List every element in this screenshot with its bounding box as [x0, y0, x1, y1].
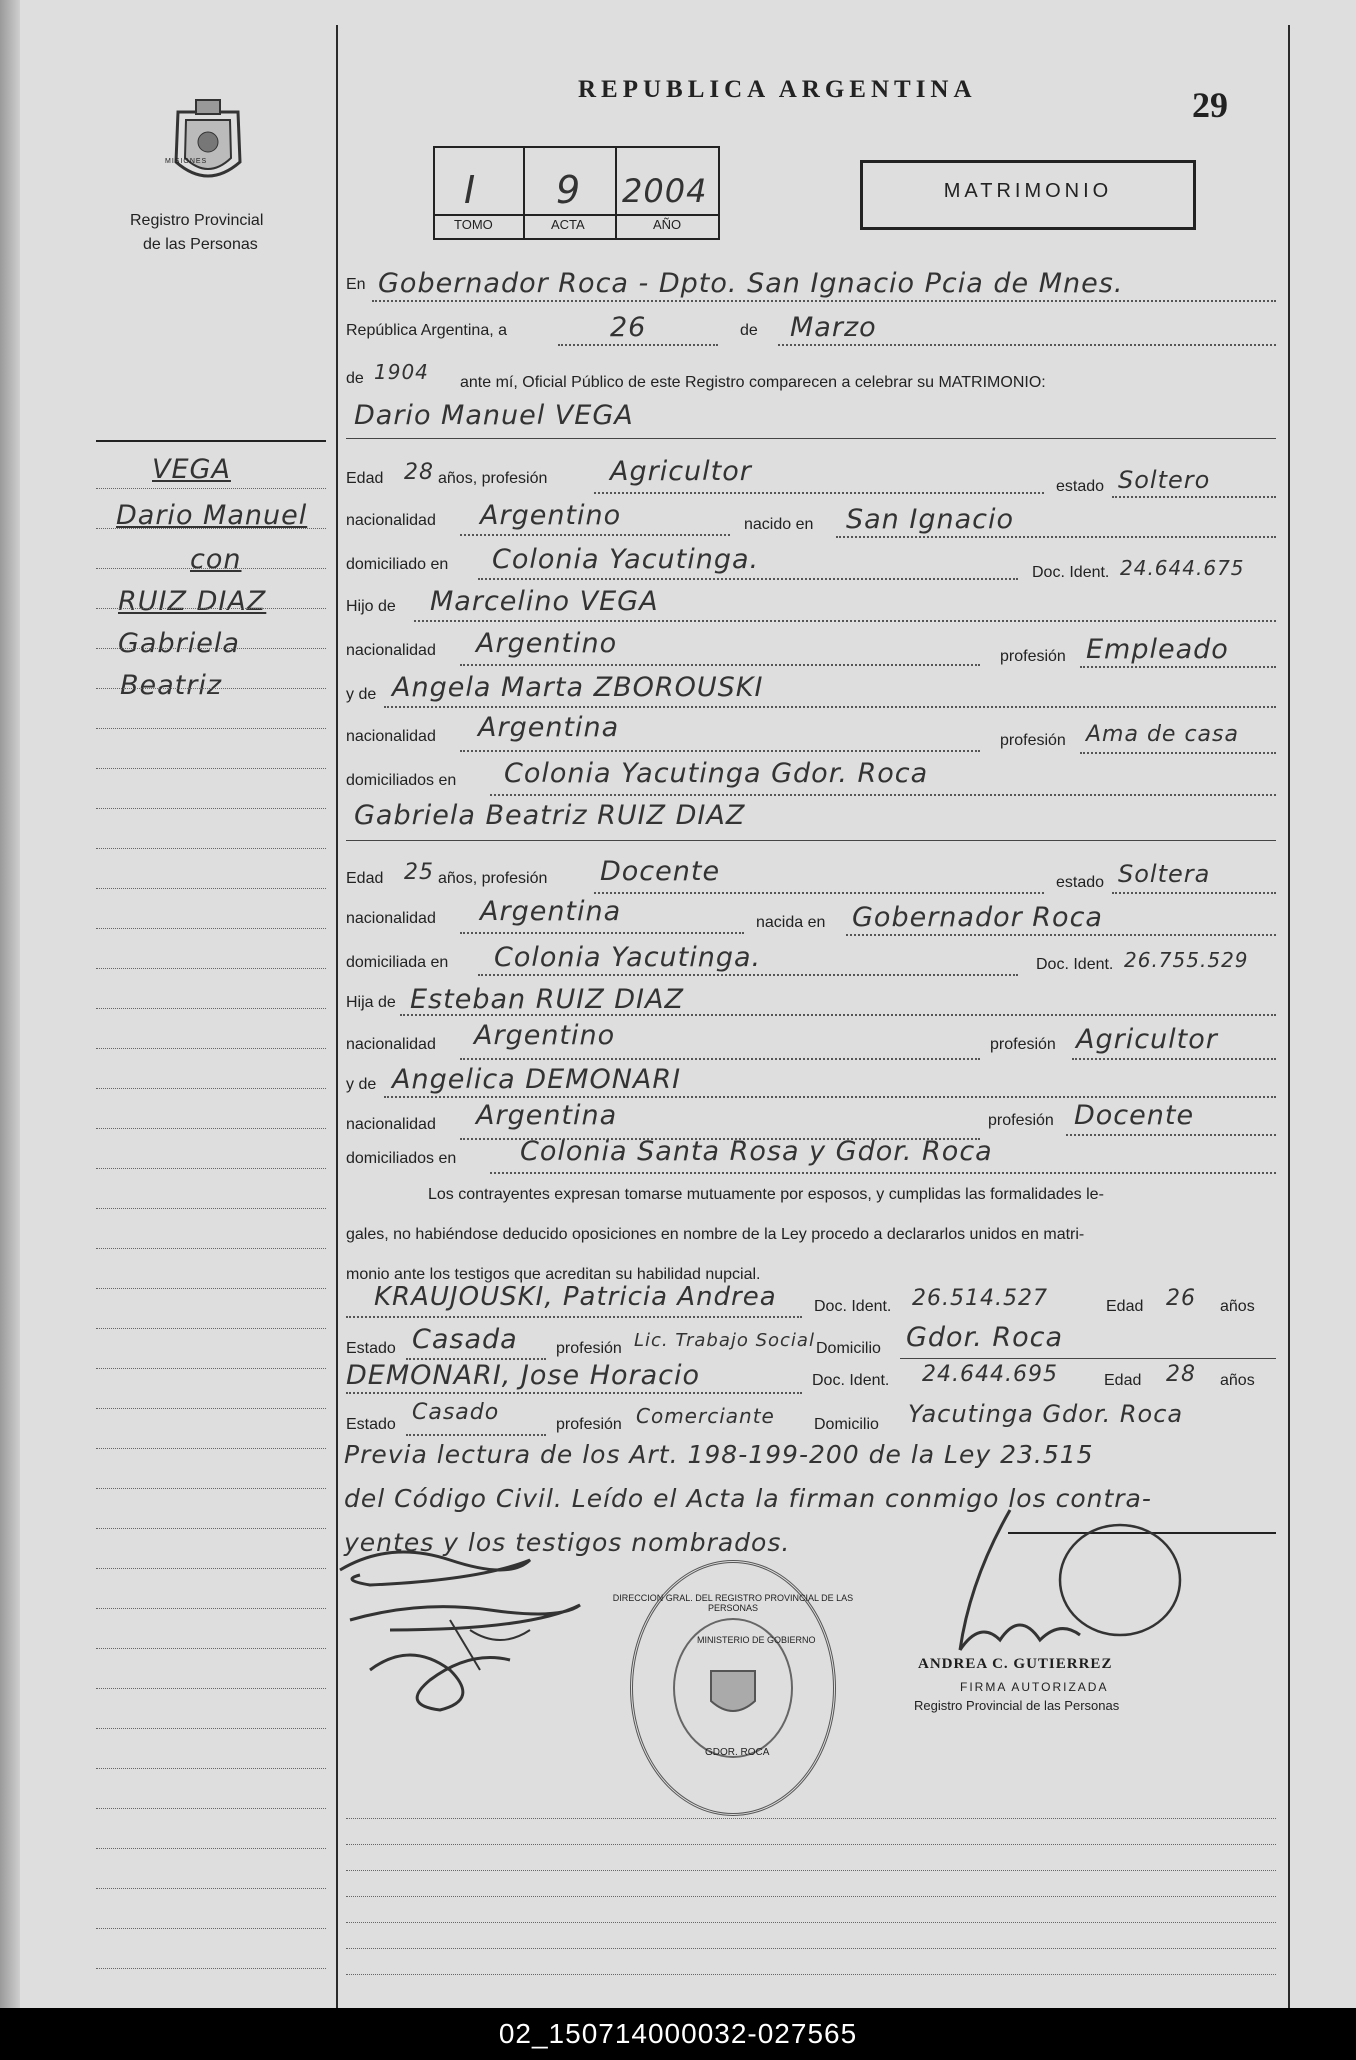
- margin-ruled-line: [96, 1528, 326, 1529]
- margin-ruled-line: [96, 1088, 326, 1089]
- declaration-line2: gales, no habiéndose deducido oposiciones en nombre de la Ley procedo a declararlos unidos en matri-: [346, 1226, 1085, 1243]
- margin-ruled-line: [96, 888, 326, 889]
- margin-ruled-line: [96, 1248, 326, 1249]
- page-number: 29: [1192, 85, 1228, 125]
- groom-father-profession: Empleado: [1086, 634, 1229, 665]
- label: Edad: [346, 870, 384, 887]
- groom-mother-profession: Ama de casa: [1086, 722, 1239, 747]
- groom-father-nationality: Argentino: [476, 628, 618, 659]
- body-ruled-line: [346, 1948, 1276, 1949]
- margin-ruled-line: [96, 1448, 326, 1449]
- body-ruled-line: [346, 1922, 1276, 1923]
- witness1-address: Gdor. Roca: [906, 1322, 1064, 1353]
- margin-ruled-line: [96, 1288, 326, 1289]
- dotted-line: [478, 974, 1018, 976]
- margin-ruled-line: [96, 1368, 326, 1369]
- acta-value: 9: [556, 168, 582, 212]
- margin-ruled-line: [96, 568, 326, 569]
- witness1-profession: Lic. Trabajo Social: [634, 1330, 815, 1351]
- logo-text: MISIONES: [165, 158, 208, 165]
- dotted-line: [1112, 892, 1276, 894]
- label: Edad: [346, 470, 384, 487]
- label: años, profesión: [438, 470, 548, 487]
- margin-ruled-line: [96, 928, 326, 929]
- label: años: [1220, 1372, 1255, 1389]
- intro-text: ante mí, Oficial Público de este Registro comparecen a celebrar su MATRIMONIO:: [460, 374, 1046, 391]
- dotted-line: [1072, 1058, 1276, 1060]
- margin-ruled-line: [96, 688, 326, 689]
- closing-line3: yentes y los testigos nombrados.: [344, 1528, 791, 1557]
- label: Doc. Ident.: [1036, 956, 1114, 973]
- ano-label: AÑO: [653, 217, 682, 232]
- margin-connector: con: [190, 544, 242, 575]
- bride-name: Gabriela Beatriz RUIZ DIAZ: [354, 800, 746, 831]
- bride-name-line: [346, 840, 1276, 841]
- tomo-label: TOMO: [454, 217, 493, 232]
- label: nacionalidad: [346, 910, 436, 927]
- month: Marzo: [790, 312, 877, 343]
- label: nacionalidad: [346, 1116, 436, 1133]
- label: domiciliados en: [346, 772, 457, 789]
- dotted-line: [384, 1096, 1276, 1098]
- label: Hijo de: [346, 598, 396, 615]
- margin-ruled-line: [96, 1648, 326, 1649]
- seal-inner-text: MINISTERIO DE GOBIERNO: [697, 1635, 816, 1645]
- margin-ruled-line: [96, 1168, 326, 1169]
- margin-ruled-line: [96, 1928, 326, 1929]
- label: Edad: [1104, 1372, 1142, 1389]
- witness2-profession: Comerciante: [636, 1404, 775, 1428]
- label: Estado: [346, 1416, 396, 1433]
- record-box-divider: [523, 148, 525, 238]
- dotted-line: [1066, 1134, 1276, 1136]
- witness1-age: 26: [1166, 1286, 1196, 1311]
- bride-status: Soltera: [1118, 860, 1211, 888]
- margin-bride-name1: Gabriela: [118, 628, 240, 659]
- dotted-line: [594, 892, 1044, 894]
- label: estado: [1056, 478, 1105, 495]
- dotted-line: [346, 1392, 802, 1394]
- day: 26: [610, 312, 647, 343]
- year-prefix-label: de: [346, 370, 364, 387]
- margin-ruled-line: [96, 1208, 326, 1209]
- margin-ruled-line: [96, 1968, 326, 1969]
- bride-mother-profession: Docente: [1074, 1100, 1195, 1131]
- en-label: En: [346, 276, 366, 293]
- groom-age: 28: [404, 460, 434, 485]
- dotted-line: [406, 1434, 546, 1436]
- de-label: de: [740, 322, 758, 339]
- dotted-line: [1112, 496, 1276, 498]
- label: domiciliado en: [346, 556, 449, 573]
- margin-ruled-line: [96, 1768, 326, 1769]
- dotted-line: [460, 1058, 980, 1060]
- label: Domicilio: [816, 1340, 881, 1357]
- closing-line1: Previa lectura de los Art. 198-199-200 de la Ley 23.515: [344, 1440, 1094, 1469]
- groom-birthplace: San Ignacio: [846, 504, 1015, 535]
- declaration-line1: Los contrayentes expresan tomarse mutuamente por esposos, y cumplidas las formalidades le-: [428, 1186, 1104, 1203]
- margin-ruled-line: [96, 768, 326, 769]
- year: 1904: [374, 360, 429, 384]
- groom-address: Colonia Yacutinga.: [492, 544, 760, 575]
- closing-line2: del Código Civil. Leído el Acta la firman conmigo los contra-: [344, 1484, 1152, 1513]
- margin-ruled-line: [96, 1488, 326, 1489]
- margin-ruled-line: [96, 1688, 326, 1689]
- margin-ruled-line: [96, 1608, 326, 1609]
- label: Estado: [346, 1340, 396, 1357]
- margin-ruled-line: [96, 968, 326, 969]
- dotted-line: [460, 534, 730, 536]
- body-ruled-line: [346, 1870, 1276, 1871]
- record-box-divider: [433, 214, 718, 216]
- scan-id-footer: 02_150714000032-027565: [0, 2008, 1356, 2060]
- label: nacido en: [744, 516, 814, 533]
- dotted-line: [846, 934, 1276, 936]
- bride-birthplace: Gobernador Roca: [852, 902, 1103, 933]
- margin-ruled-line: [96, 488, 326, 489]
- bride-mother: Angelica DEMONARI: [392, 1064, 682, 1095]
- bride-nationality: Argentina: [480, 896, 622, 927]
- label: nacionalidad: [346, 512, 436, 529]
- groom-name: Dario Manuel VEGA: [354, 400, 634, 431]
- dotted-line: [478, 578, 1018, 580]
- bride-profession: Docente: [600, 856, 721, 887]
- label: y de: [346, 1076, 377, 1093]
- witness2-name: DEMONARI, Jose Horacio: [346, 1360, 701, 1391]
- place-line: [372, 300, 1276, 302]
- dotted-line: [460, 932, 744, 934]
- bride-address: Colonia Yacutinga.: [494, 942, 762, 973]
- seal-shield-icon: [703, 1663, 763, 1723]
- label: profesión: [988, 1112, 1054, 1129]
- body-ruled-line: [346, 1818, 1276, 1819]
- label: domiciliados en: [346, 1150, 457, 1167]
- witness1-name: KRAUJOUSKI, Patricia Andrea: [374, 1282, 777, 1312]
- body-ruled-line: [346, 1974, 1276, 1975]
- groom-mother: Angela Marta ZBOROUSKI: [392, 672, 764, 703]
- official-title: FIRMA AUTORIZADA: [960, 1680, 1109, 1694]
- bride-mother-nationality: Argentina: [476, 1100, 618, 1131]
- label: y de: [346, 686, 377, 703]
- bride-id: 26.755.529: [1124, 948, 1249, 972]
- label: años, profesión: [438, 870, 548, 887]
- margin-ruled-line: [96, 1888, 326, 1889]
- dotted-line: [460, 664, 980, 666]
- margin-ruled-line: [96, 1128, 326, 1129]
- label: nacionalidad: [346, 642, 436, 659]
- label: Doc. Ident.: [814, 1298, 892, 1315]
- witness1-status: Casada: [412, 1324, 518, 1355]
- groom-status: Soltero: [1118, 466, 1211, 494]
- dotted-line: [1080, 666, 1276, 668]
- bride-age: 25: [404, 860, 434, 885]
- right-border: [1288, 25, 1290, 2008]
- signatures-contrayentes: [330, 1530, 660, 1730]
- label: Edad: [1106, 1298, 1144, 1315]
- margin-groom-surname: VEGA: [152, 454, 231, 485]
- groom-id: 24.644.675: [1120, 556, 1245, 580]
- witness2-age: 28: [1166, 1362, 1196, 1387]
- month-line: [778, 344, 1276, 346]
- label: domiciliada en: [346, 954, 449, 971]
- body-ruled-line: [346, 1844, 1276, 1845]
- bride-father-nationality: Argentino: [474, 1020, 616, 1051]
- label: Domicilio: [814, 1416, 879, 1433]
- dotted-line: [1080, 752, 1276, 754]
- margin-ruled-line: [96, 728, 326, 729]
- label: nacionalidad: [346, 728, 436, 745]
- acta-label: ACTA: [551, 217, 585, 232]
- label: Hija de: [346, 994, 396, 1011]
- day-line: [558, 344, 718, 346]
- ano-value: 2004: [622, 172, 708, 210]
- label: Doc. Ident.: [812, 1372, 890, 1389]
- margin-bride-name2: Beatriz: [120, 670, 223, 701]
- dotted-line: [900, 1358, 1276, 1359]
- margin-ruled-line: [96, 648, 326, 649]
- dotted-line: [490, 1172, 1276, 1174]
- dotted-line: [460, 750, 980, 752]
- record-box-divider: [615, 148, 617, 238]
- margin-ruled-line: [96, 1408, 326, 1409]
- dotted-line: [346, 1316, 802, 1318]
- margin-ruled-line: [96, 1048, 326, 1049]
- dotted-line: [836, 536, 1276, 538]
- margin-ruled-line: [96, 608, 326, 609]
- label: profesión: [1000, 732, 1066, 749]
- body-ruled-line: [346, 1896, 1276, 1897]
- bride-father-profession: Agricultor: [1076, 1024, 1218, 1055]
- margin-ruled-line: [96, 1848, 326, 1849]
- provincial-shield-logo: [158, 92, 258, 192]
- margin-ruled-line: [96, 1568, 326, 1569]
- margin-ruled-line: [96, 1808, 326, 1809]
- groom-father: Marcelino VEGA: [430, 586, 659, 617]
- witness2-id: 24.644.695: [922, 1362, 1058, 1387]
- dotted-line: [490, 794, 1276, 796]
- place: Gobernador Roca - Dpto. San Ignacio Pcia de Mnes.: [378, 268, 1124, 299]
- margin-groom-names: Dario Manuel: [116, 500, 308, 531]
- margin-ruled-line: [96, 808, 326, 809]
- republica-label: República Argentina, a: [346, 322, 507, 339]
- margin-header-rule: [96, 440, 326, 442]
- label: profesión: [990, 1036, 1056, 1053]
- label: nacida en: [756, 914, 826, 931]
- declaration-line3: monio ante los testigos que acreditan su habilidad nupcial.: [346, 1266, 761, 1283]
- groom-mother-nationality: Argentina: [478, 712, 620, 743]
- seal-bottom-text: GDOR. ROCA: [705, 1747, 770, 1758]
- margin-ruled-line: [96, 528, 326, 529]
- dotted-line: [414, 620, 1276, 622]
- margin-ruled-line: [96, 1728, 326, 1729]
- label: profesión: [556, 1416, 622, 1433]
- groom-nationality: Argentino: [480, 500, 622, 531]
- margin-ruled-line: [96, 1008, 326, 1009]
- groom-name-line: [346, 438, 1276, 439]
- bride-parents-address: Colonia Santa Rosa y Gdor. Roca: [520, 1136, 993, 1167]
- label: nacionalidad: [346, 1036, 436, 1053]
- label: Doc. Ident.: [1032, 564, 1110, 581]
- label: estado: [1056, 874, 1105, 891]
- label: profesión: [556, 1340, 622, 1357]
- record-type: MATRIMONIO: [943, 180, 1113, 202]
- dotted-line: [384, 706, 1276, 708]
- bride-father: Esteban RUIZ DIAZ: [410, 984, 684, 1015]
- official-seal: [612, 1560, 854, 1816]
- witness2-address: Yacutinga Gdor. Roca: [908, 1400, 1184, 1428]
- page-title: REPUBLICA ARGENTINA: [578, 76, 977, 103]
- witness1-id: 26.514.527: [912, 1286, 1048, 1311]
- margin-bride-surname: RUIZ DIAZ: [118, 586, 267, 617]
- groom-parents-address: Colonia Yacutinga Gdor. Roca: [504, 758, 929, 789]
- binding-edge: [0, 0, 20, 2008]
- dotted-line: [594, 492, 1044, 494]
- official-name: ANDREA C. GUTIERREZ: [918, 1656, 1113, 1672]
- registry-name-line1: Registro Provincial: [130, 212, 264, 229]
- witness2-status: Casado: [412, 1400, 500, 1425]
- official-signature: [900, 1500, 1200, 1680]
- seal-outer-text: DIRECCION GRAL. DEL REGISTRO PROVINCIAL DE LAS PERSONAS: [612, 1593, 854, 1613]
- registry-name-line2: de las Personas: [143, 236, 258, 253]
- label: años: [1220, 1298, 1255, 1315]
- official-office: Registro Provincial de las Personas: [914, 1698, 1120, 1713]
- margin-ruled-line: [96, 1328, 326, 1329]
- tomo-value: I: [464, 168, 477, 212]
- label: profesión: [1000, 648, 1066, 665]
- groom-profession: Agricultor: [610, 456, 752, 487]
- margin-ruled-line: [96, 848, 326, 849]
